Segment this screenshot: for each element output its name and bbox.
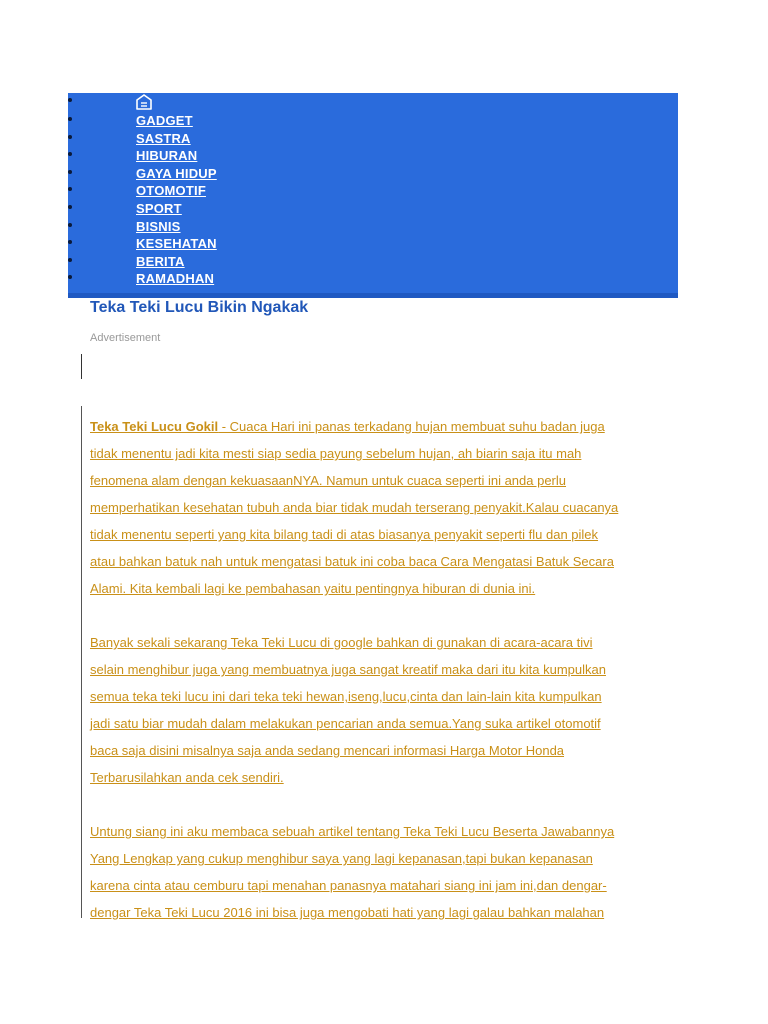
post-title: Teka Teki Lucu Bikin Ngakak [90,299,309,316]
nav-link-sport[interactable]: SPORT [136,200,182,216]
article-body [90,413,682,953]
list-bullet [68,187,72,191]
home-icon[interactable] [135,94,153,110]
paragraph-line[interactable]: tidak menentu jadi kita mesti siap sedia payung sebelum hujan, ah biarin saja itu mah [90,446,582,461]
list-bullet [68,205,72,209]
paragraph-line[interactable]: memperhatikan kesehatan tubuh anda biar tidak mudah terserang penyakit.Kalau cuacanya [90,500,619,515]
list-bullet [68,258,72,262]
paragraph-text[interactable]: - Cuaca Hari ini panas terkadang hujan membuat suhu badan juga [218,419,605,434]
paragraph-line[interactable]: semua teka teki lucu ini dari teka teki hewan,iseng,lucu,cinta dan lain-lain kita kumpulkan [90,689,602,704]
nav-item-gaya-hidup [68,165,678,183]
list-bullet [68,275,72,279]
paragraph-line[interactable]: karena cinta atau cemburu tapi menahan panasnya matahari siang ini jam ini,dan dengar- [90,878,607,893]
paragraph-line[interactable]: tidak menentu seperti yang kita bilang tadi di atas biasanya penyakit seperti flu dan pilek [90,527,599,542]
list-bullet [68,135,72,139]
paragraph-line[interactable]: Banyak sekali sekarang Teka Teki Lucu di google bahkan di gunakan di acara-acara tivi [90,635,593,650]
nav-link-otomotif[interactable]: OTOMOTIF [136,183,206,199]
nav-item-hiburan [68,147,678,165]
paragraph-line[interactable]: Alami. Kita kembali lagi ke pembahasan yaitu pentingnya hiburan di dunia ini. [90,581,536,596]
category-nav-bar [68,93,678,298]
nav-link-gaya-hidup[interactable]: GAYA HIDUP [136,165,217,181]
nav-link-bisnis[interactable]: BISNIS [136,218,181,234]
nav-item-sastra [68,130,678,148]
paragraph-line[interactable]: Yang Lengkap yang cukup menghibur saya yang lagi kepanasan,tapi bukan kepanasan [90,851,593,866]
list-bullet [68,240,72,244]
lead-keyword-link[interactable]: Teka Teki Lucu Gokil [90,419,219,434]
nav-link-ramadhan[interactable]: RAMADHAN [136,271,215,287]
category-menu [68,93,678,288]
nav-item-ramadhan [68,270,678,288]
paragraph-line[interactable] [90,413,682,440]
list-bullet [68,223,72,227]
list-bullet [68,170,72,174]
list-bullet [68,98,72,102]
nav-item-bisnis [68,218,678,236]
ad-placeholder-divider [81,354,82,379]
paragraph-line[interactable]: jadi satu biar mudah dalam melakukan pencarian anda semua.Yang suka artikel otomotif [90,716,601,731]
nav-item-home[interactable] [68,93,678,112]
nav-item-berita [68,253,678,271]
paragraph-line[interactable]: Terbarusilahkan anda cek sendiri. [90,770,284,785]
paragraph-line[interactable]: atau bahkan batuk nah untuk mengatasi batuk ini coba baca Cara Mengatasi Batuk Secara [90,554,614,569]
nav-item-otomotif [68,182,678,200]
paragraph-line[interactable]: Untung siang ini aku membaca sebuah artikel tentang Teka Teki Lucu Beserta Jawabannya [90,824,615,839]
nav-link-berita[interactable]: BERITA [136,253,185,269]
advertisement-label: Advertisement [90,332,161,344]
nav-link-sastra[interactable]: SASTRA [136,130,191,146]
paragraph-3 [90,818,682,926]
paragraph-1 [90,413,682,602]
paragraph-line[interactable]: baca saja disini misalnya saja anda sedang mencari informasi Harga Motor Honda [90,743,565,758]
nav-link-gadget[interactable]: GADGET [136,113,193,128]
paragraph-line[interactable]: fenomena alam dengan kekuasaanNYA. Namun untuk cuaca seperti ini anda perlu [90,473,567,488]
paragraph-line[interactable]: dengar Teka Teki Lucu 2016 ini bisa juga mengobati hati yang lagi galau bahkan malahan [90,905,605,920]
nav-item-gadget [68,112,678,130]
list-bullet [68,117,72,121]
paragraph-line[interactable]: selain menghibur juga yang membuatnya juga sangat kreatif maka dari itu kita kumpulkan [90,662,606,677]
list-bullet [68,152,72,156]
nav-item-kesehatan [68,235,678,253]
content-left-border [81,406,82,918]
nav-item-sport [68,200,678,218]
nav-link-hiburan[interactable]: HIBURAN [136,148,198,164]
nav-link-kesehatan[interactable]: KESEHATAN [136,236,217,252]
paragraph-2 [90,629,682,791]
